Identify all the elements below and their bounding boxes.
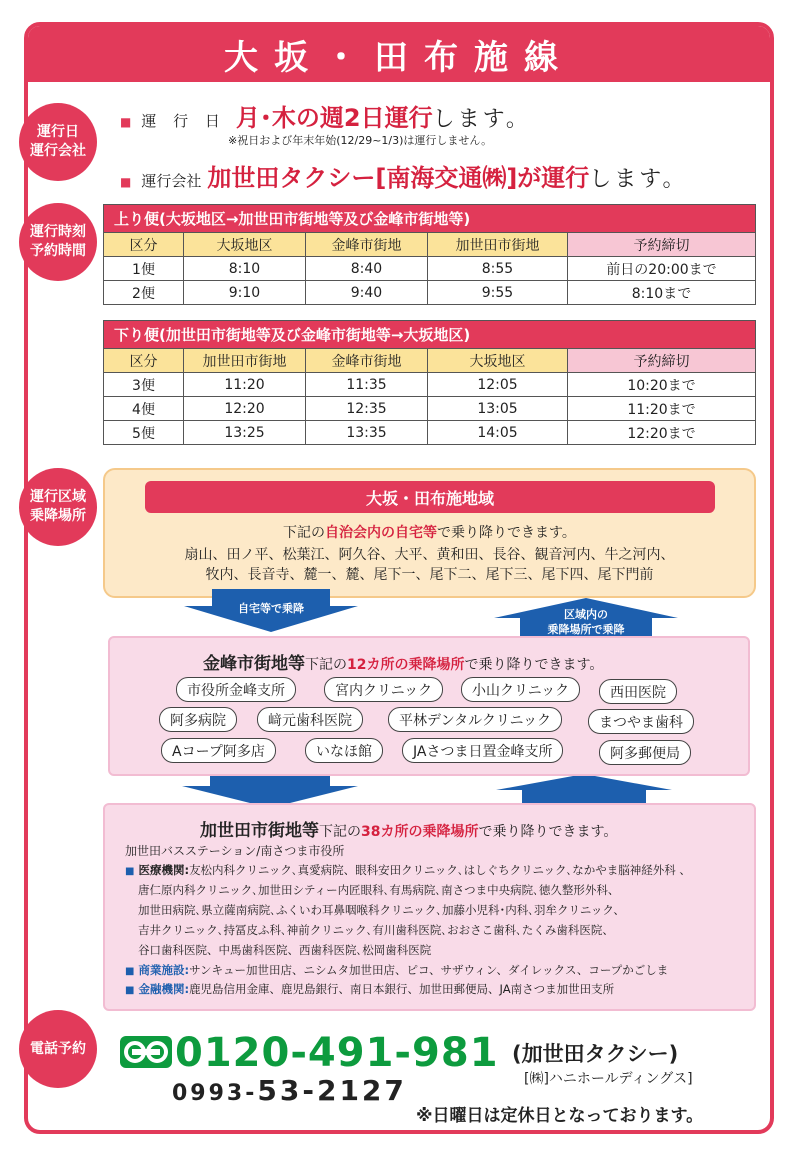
table-header: 加世田市街地 [184,349,306,373]
table-cell: 9:10 [184,281,306,305]
table-header: 大坂地区 [184,233,306,257]
table-cell: 11:20 [184,373,306,397]
table-cell: 前日の20:00まで [568,257,756,281]
kaseda-station: 加世田バスステーション/南さつま市役所 [125,844,345,858]
area-desc-post: で乗り降りできます。 [437,525,576,541]
company-label: 運行会社 [141,172,202,190]
medical-line-1 [125,862,691,878]
badge-operation: 運行日 運行会社 [19,103,97,181]
medical-label: 医療機関: [138,863,190,877]
kinpo-title: 金峰市街地等 [203,654,305,674]
stop-pill: 平林デンタルクリニック [388,707,562,732]
finance-label: 金融機関: [138,982,190,996]
operation-day-highlight: 月･木の週2日運行 [235,104,433,132]
holiday-note: ※祝日および年末年始(12/29~1/3)は運行しません。 [228,134,493,147]
table-header: 予約締切 [568,233,756,257]
area-list-line-1: 扇山、田ノ平、松葉江、阿久谷、大平、黄和田、長谷、観音河内、牛之河内、 [184,547,675,563]
stop-pill: 西田医院 [599,679,677,704]
badge-area: 運行区域 乗降場所 [19,468,97,546]
stop-pill: 小山クリニック [461,677,580,702]
kinpo-heading [203,649,603,674]
table-cell: 8:40 [306,257,428,281]
down-arrow-label: 自宅等で乗降 [238,602,304,615]
table-cell: 11:20まで [568,397,756,421]
kinpo-desc-pre: 下記の [305,657,347,673]
table-cell: 1便 [104,257,184,281]
stop-pill: 阿多郵便局 [599,740,691,765]
stop-pill: まつやま歯科 [588,709,694,734]
kinpo-desc-highlight: 12カ所の乗降場所 [347,657,465,673]
table-header: 予約締切 [568,349,756,373]
stop-pill: 﨑元歯科医院 [257,707,363,732]
kinpo-desc-post: で乗り降りできます。 [464,657,604,673]
area-desc-pre: 下記の [283,525,326,541]
local-phone-number[interactable] [172,1074,407,1107]
down-arrow-icon [184,589,358,632]
table-cell: 13:35 [306,421,428,445]
medical-line-4: 吉井クリニック､持冨皮ふ科､神前クリニック､有川歯科医院､おおさこ歯科､たくみ歯科医院、 [138,923,614,937]
up-arrow-icon [494,598,678,640]
table-cell: 13:25 [184,421,306,445]
table-cell: 3便 [104,373,184,397]
area-header: 大坂・田布施地域 [145,481,715,513]
table-cell: 9:40 [306,281,428,305]
freedial-number[interactable]: 0120-491-981 [175,1030,499,1076]
stop-pill: 阿多病院 [159,707,237,732]
company-highlight: 加世田タクシー[南海交通㈱]が運行 [207,164,590,192]
table-header: 大坂地区 [428,349,568,373]
closed-note: ※日曜日は定休日となっております。 [416,1106,704,1126]
area-list-line-2: 牧内、長音寺、麓一、麓、尾下一、尾下二、尾下三、尾下四、尾下門前 [205,567,654,583]
area-desc-highlight: 自治会内の自宅等 [325,525,438,541]
table-cell: 5便 [104,421,184,445]
down-table-caption: 下り便(加世田市街地等及び金峰市街地等→大坂地区) [104,321,756,349]
badge-timetable: 運行時刻 予約時間 [19,203,97,281]
badge-phone: 電話予約 [19,1010,97,1088]
table-cell: 11:35 [306,373,428,397]
commerce-line [125,962,668,978]
table-header: 金峰市街地 [306,233,428,257]
kaseda-desc-highlight: 38カ所の乗降場所 [361,824,479,840]
finance-line [125,981,614,997]
kaseda-title: 加世田市街地等 [200,821,319,841]
stop-pill: 宮内クリニック [324,677,443,702]
table-cell: 13:05 [428,397,568,421]
bullet-square-icon: ■ [125,966,135,977]
table-cell: 2便 [104,281,184,305]
local-phone-main: 53-2127 [257,1074,407,1107]
table-cell: 12:35 [306,397,428,421]
page-title: 大坂・田布施線 [28,26,770,82]
table-header: 区分 [104,233,184,257]
kaseda-desc-post: で乗り降りできます。 [478,824,618,840]
bullet-icon: ■ [120,175,132,189]
table-cell: 12:20 [184,397,306,421]
medical-line-3: 加世田病院､県立薩南病院､ふくいわ耳鼻咽喉科クリニック､加藤小児科･内科､羽牟クリニック、 [138,903,625,917]
company-suffix: します。 [589,167,688,192]
table-cell: 8:10まで [568,281,756,305]
stop-pill: いなほ館 [305,738,383,763]
table-header: 加世田市街地 [428,233,568,257]
local-phone-prefix: 0993- [172,1081,258,1106]
up-arrow-label-2: 乗降場所で乗降 [547,623,625,636]
table-cell: 8:55 [428,257,568,281]
phone-company: (加世田タクシー) [512,1042,679,1066]
up-table-caption: 上り便(大坂地区→加世田市街地等及び金峰市街地等) [104,205,756,233]
table-cell: 12:05 [428,373,568,397]
kaseda-desc-pre: 下記の [319,824,361,840]
bullet-icon: ■ [120,115,132,129]
table-cell: 12:20まで [568,421,756,445]
bullet-square-icon: ■ [125,985,135,996]
table-header: 区分 [104,349,184,373]
operation-day-suffix: します。 [432,107,531,132]
medical-text: 友松内科クリニック､真愛病院、眼科安田クリニック､はしぐちクリニック､なかやま脳神経外科 、 [189,863,691,877]
table-cell: 9:55 [428,281,568,305]
phone-holding: [㈱]ハニホールディングス] [524,1071,693,1087]
table-cell: 8:10 [184,257,306,281]
up-arrow-label-1: 区域内の [564,608,608,621]
medical-line-5: 谷口歯科医院、中馬歯科医院、西歯科医院､松岡歯科医院 [138,943,432,957]
kaseda-heading [200,816,617,841]
finance-text: 鹿児島信用金庫、鹿児島銀行、南日本銀行、加世田郵便局、JA南さつま加世田支所 [189,982,615,996]
bullet-square-icon: ■ [125,866,135,877]
stop-pill: Aコープ阿多店 [161,738,276,763]
commerce-text: サンキュー加世田店、ニシムタ加世田店、ピコ、サザウィン、ダイレックス、コープかごしま [189,963,669,977]
table-cell: 14:05 [428,421,568,445]
operation-day-label: 運 行 日 [141,112,226,130]
stop-pill: JAさつま日置金峰支所 [402,738,563,763]
table-cell: 10:20まで [568,373,756,397]
stop-pill: 市役所金峰支所 [176,677,296,702]
commerce-label: 商業施設: [138,963,190,977]
medical-line-2: 唐仁原内科クリニック､加世田シティー内匠眼科､有馬病院､南さつま中央病院､徳久整形外科、 [138,883,620,897]
freedial-icon [120,1036,172,1068]
table-header: 金峰市街地 [306,349,428,373]
table-cell: 4便 [104,397,184,421]
